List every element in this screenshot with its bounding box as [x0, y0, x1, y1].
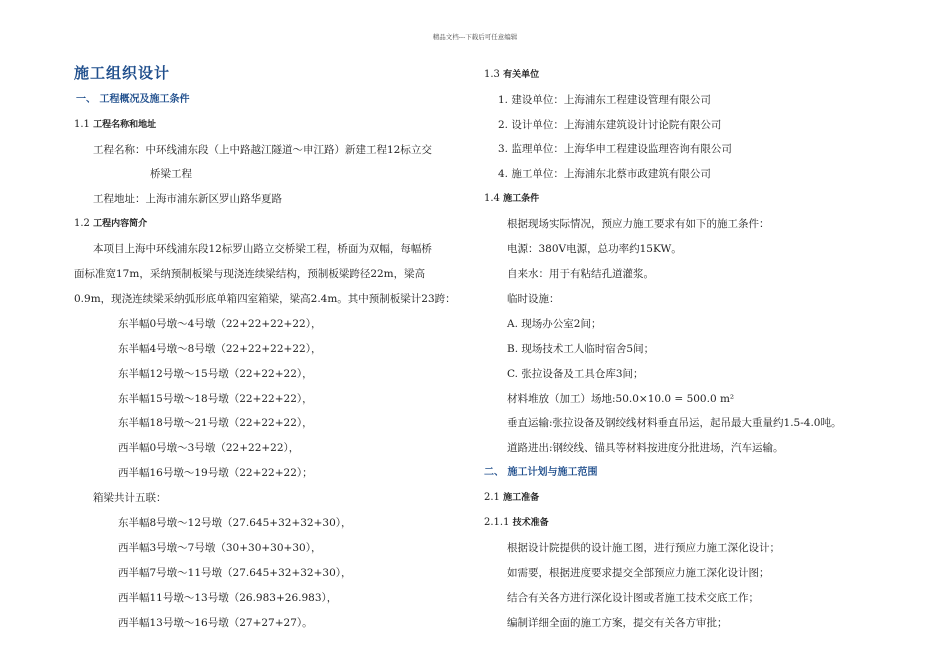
subsection-title: 施工准备: [503, 493, 540, 503]
subsection-1-3-heading: [484, 68, 539, 82]
box-girder-item: 西半幅11号墩～13号墩（26.983+26.983），: [118, 592, 338, 604]
prep-line: 结合有关各方进行深化设计图或者施工技术交底工作；: [507, 592, 759, 604]
subsection-title: 有关单位: [503, 70, 540, 80]
subsection-title: 工程内容简介: [93, 219, 148, 229]
condition-line: 临时设施：: [507, 293, 560, 305]
condition-line: C. 张拉设备及工具仓库3间；: [507, 368, 644, 380]
box-girder-intro: 箱梁共计五联：: [93, 492, 167, 504]
subsection-number: 1.1: [74, 119, 90, 130]
condition-line: 根据现场实际情况，预应力施工要求有如下的施工条件：: [507, 218, 770, 230]
unit-item: 2. 设计单位：上海浦东建筑设计讨论院有限公司: [498, 119, 722, 131]
subsection-number: 1.3: [484, 69, 500, 80]
span-item: 东半幅15号墩～18号墩（22+22+22），: [118, 393, 313, 405]
prep-line: 根据设计院提供的设计施工图，进行预应力施工深化设计；: [507, 542, 780, 554]
header-note: 精品文档---下载后可任意编辑: [432, 33, 518, 41]
unit-item: 3. 监理单位：上海华申工程建设监理咨询有限公司: [498, 143, 732, 155]
unit-item: 1. 建设单位：上海浦东工程建设管理有限公司: [498, 94, 711, 106]
box-girder-item: 西半幅3号墩～7号墩（30+30+30+30），: [118, 542, 322, 554]
box-girder-item: 东半幅8号墩～12号墩（27.645+32+32+30），: [118, 517, 352, 529]
subsection-2-1-heading: [484, 491, 539, 505]
subsection-title: 技术准备: [512, 518, 549, 528]
condition-line: B. 现场技术工人临时宿舍5间；: [507, 343, 655, 355]
prep-line: 编制详细全面的施工方案，提交有关各方审批；: [507, 617, 728, 629]
project-name-line-2: 桥梁工程: [150, 168, 192, 180]
section-1-heading: 一、 工程概况及施工条件: [76, 94, 190, 105]
subsection-1-2-heading: [74, 217, 147, 231]
box-girder-item: 西半幅7号墩～11号墩（27.645+32+32+30），: [118, 567, 352, 579]
subsection-title: 施工条件: [503, 194, 540, 204]
condition-line: 电源：380V电源，总功率约15KW。: [507, 243, 682, 255]
span-item: 西半幅16号墩～19号墩（22+22+22）；: [118, 467, 313, 479]
span-item: 东半幅0号墩～4号墩（22+22+22+22），: [118, 318, 322, 330]
condition-line: 垂直运输:张拉设备及钢绞线材料垂直吊运，起吊最大重量约1.5-4.0吨。: [507, 417, 842, 429]
subsection-title: 工程名称和地址: [93, 120, 157, 130]
condition-line: A. 现场办公室2间；: [507, 318, 602, 330]
condition-line: 材料堆放（加工）场地:50.0×10.0 = 500.0 m²: [507, 393, 735, 405]
section-2-heading: 二、 施工计划与施工范围: [484, 467, 598, 478]
subsection-2-1-1-heading: [484, 516, 549, 530]
intro-paragraph-line-1: 本项目上海中环线浦东段12标罗山路立交桥梁工程，桥面为双幅，每幅桥: [93, 243, 432, 255]
condition-line: 自来水：用于有粘结孔道灌浆。: [507, 268, 654, 280]
subsection-1-1-heading: [74, 118, 156, 132]
subsection-1-4-heading: [484, 192, 539, 206]
condition-line: 道路进出:钢绞线、锚具等材料按进度分批进场，汽车运输。: [507, 442, 784, 454]
span-item: 东半幅18号墩～21号墩（22+22+22），: [118, 417, 313, 429]
subsection-number: 2.1.1: [484, 517, 510, 528]
subsection-number: 2.1: [484, 492, 500, 503]
span-item: 东半幅4号墩～8号墩（22+22+22+22），: [118, 343, 322, 355]
subsection-number: 1.4: [484, 193, 500, 204]
document-title: 施工组织设计: [74, 64, 171, 82]
prep-line: 如需要，根据进度要求提交全部预应力施工深化设计图；: [507, 567, 770, 579]
intro-paragraph-line-2: 面标准宽17m，采纳预制板梁与现浇连续梁结构，预制板梁跨径22m，梁高: [74, 268, 426, 280]
project-name-line-1: 工程名称：中环线浦东段（上中路越江隧道～申江路）新建工程12标立交: [93, 144, 432, 156]
box-girder-item: 西半幅13号墩～16号墩（27+27+27）。: [118, 617, 313, 629]
span-item: 东半幅12号墩～15号墩（22+22+22），: [118, 368, 313, 380]
project-address: 工程地址：上海市浦东新区罗山路华夏路: [93, 193, 282, 205]
intro-paragraph-line-3: 0.9m，现浇连续梁采纳弧形底单箱四室箱梁，梁高2.4m。其中预制板梁计23跨：: [74, 293, 456, 305]
span-item: 西半幅0号墩～3号墩（22+22+22），: [118, 442, 300, 454]
subsection-number: 1.2: [74, 218, 90, 229]
unit-item: 4. 施工单位：上海浦东北蔡市政建筑有限公司: [498, 168, 711, 180]
